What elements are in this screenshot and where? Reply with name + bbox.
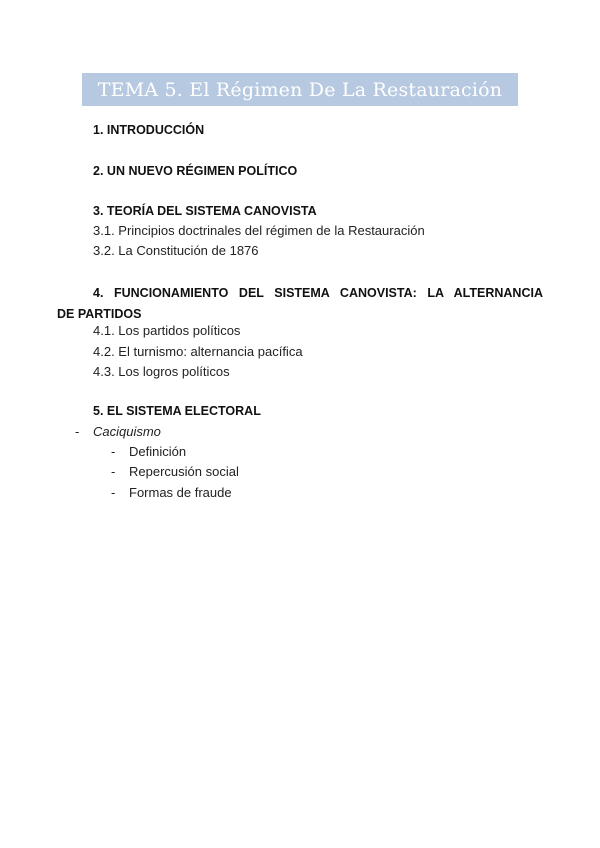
section-4-heading-line-1: 4. FUNCIONAMIENTO DEL SISTEMA CANOVISTA: LA ALTERNANCIA (93, 286, 543, 300)
dash-marker: - (111, 485, 116, 500)
section-1-heading (93, 123, 204, 137)
subbullet-formas-de-fraude (111, 485, 232, 500)
document-title: TEMA 5. El Régimen De La Restauración (97, 78, 503, 101)
bullet-caciquismo-label: Caciquismo (93, 424, 161, 439)
section-5-heading: 5. EL SISTEMA ELECTORAL (93, 404, 261, 418)
section-4-heading (57, 283, 543, 325)
title-banner (82, 73, 518, 106)
section-3-number: 3. (93, 204, 104, 218)
section-3-label: TEORÍA DEL SISTEMA CANOVISTA (106, 204, 317, 218)
subsection-3-2: 3.2. La Constitución de 1876 (93, 243, 259, 258)
subbullet-formas-de-fraude-label: Formas de fraude (129, 485, 232, 500)
bullet-caciquismo (75, 424, 161, 439)
dash-marker: - (111, 444, 116, 459)
subsection-4-2: 4.2. El turnismo: alternancia pacífica (93, 344, 303, 359)
subbullet-repercusion-social (111, 464, 239, 479)
dash-marker: - (75, 424, 80, 439)
section-2-label: UN NUEVO RÉGIMEN POLÍTICO (106, 164, 298, 178)
section-3-heading (93, 204, 317, 218)
dash-marker: - (111, 464, 116, 479)
section-1-label: INTRODUCCIÓN (106, 123, 205, 137)
subsection-4-1: 4.1. Los partidos políticos (93, 323, 241, 338)
subbullet-definicion (111, 444, 186, 459)
subbullet-definicion-label: Definición (129, 444, 187, 459)
subbullet-repercusion-social-label: Repercusión social (129, 464, 239, 479)
section-1-number: 1. (93, 123, 104, 137)
section-2-number: 2. (93, 164, 104, 178)
section-4-heading-line-2: DE PARTIDOS (57, 307, 142, 321)
subsection-3-1: 3.1. Principios doctrinales del régimen de la Restauración (93, 223, 425, 238)
subsection-4-3: 4.3. Los logros políticos (93, 364, 230, 379)
section-2-heading (93, 164, 297, 178)
